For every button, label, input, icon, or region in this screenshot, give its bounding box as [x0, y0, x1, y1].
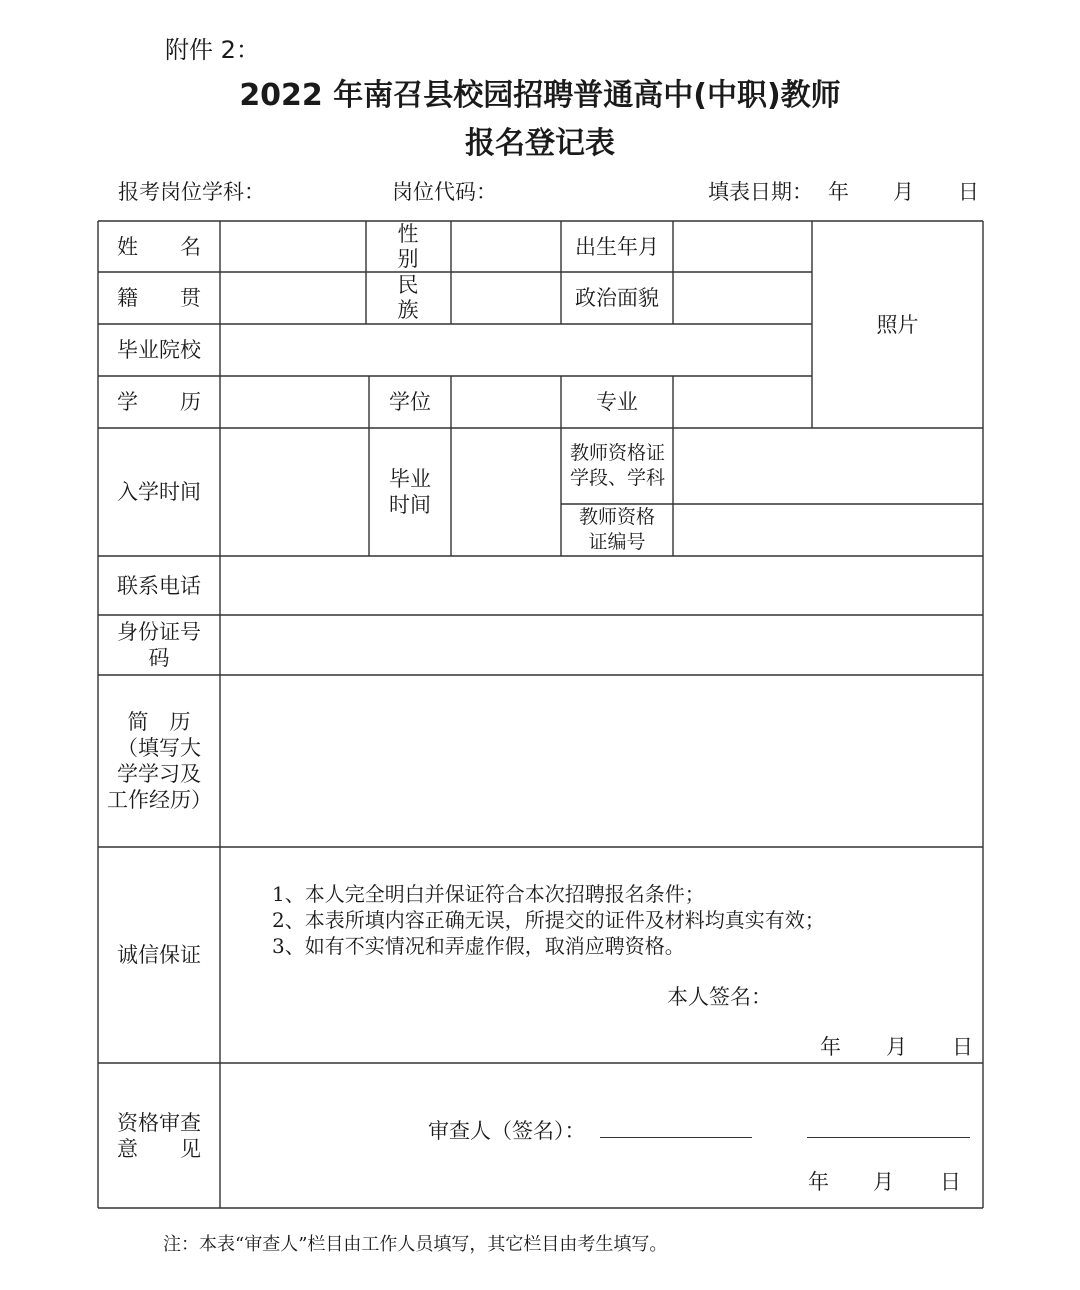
- attachment-label: 附件 2：: [165, 36, 260, 64]
- birth-field[interactable]: [674, 222, 811, 271]
- form-title: 2022 年南召县校园招聘普通高中(中职)教师: [239, 78, 841, 113]
- birth-label: 出生年月: [575, 234, 659, 259]
- native-place-field[interactable]: [221, 273, 365, 323]
- fill-date-day: 日: [958, 180, 979, 204]
- graduation-time-label: 毕业时间: [389, 467, 431, 517]
- cert-stage-subject-label: 教师资格证学段、学科: [570, 442, 666, 489]
- form-subtitle: 报名登记表: [465, 126, 615, 161]
- education-field[interactable]: [221, 377, 368, 427]
- resume-field[interactable]: [221, 676, 982, 846]
- subject-label: 报考岗位学科：: [118, 180, 265, 204]
- cert-number-field[interactable]: [674, 505, 982, 555]
- phone-field[interactable]: [221, 557, 982, 614]
- review-date-year: 年: [808, 1170, 829, 1194]
- position-code-label: 岗位代码：: [392, 180, 497, 204]
- education-label: 学 历: [117, 390, 201, 414]
- pledge-item-2: 2、本表所填内容正确无误，所提交的证件及材料均真实有效；: [272, 908, 825, 932]
- signature-field[interactable]: [768, 978, 968, 1010]
- photo-box[interactable]: 照片: [876, 312, 919, 337]
- resume-label: 简 历（填写大学学习及工作经历）: [107, 710, 212, 812]
- graduation-time-field[interactable]: [452, 429, 560, 555]
- id-number-label: 身份证号码: [117, 620, 201, 670]
- political-status-field[interactable]: [674, 273, 811, 323]
- pledge-item-3: 3、如有不实情况和弄虚作假，取消应聘资格。: [272, 934, 685, 958]
- name-label: 姓 名: [117, 234, 201, 259]
- enrollment-time-label: 入学时间: [117, 480, 201, 504]
- enrollment-time-field[interactable]: [221, 429, 368, 555]
- native-place-label: 籍 贯: [117, 286, 201, 310]
- phone-label: 联系电话: [117, 573, 201, 598]
- major-label: 专业: [596, 390, 638, 414]
- cert-number-label: 教师资格证编号: [578, 506, 655, 553]
- fill-date-year: 年: [828, 180, 849, 204]
- pledge-date-month: 月: [886, 1035, 907, 1059]
- cert-stage-subject-field[interactable]: [674, 429, 982, 503]
- review-date-line[interactable]: [807, 1137, 970, 1138]
- fill-date-month: 月: [893, 180, 914, 204]
- qualification-review-label: 资格审查意 见: [117, 1110, 201, 1161]
- integrity-label: 诚信保证: [117, 943, 201, 967]
- id-number-field[interactable]: [221, 616, 982, 674]
- political-status-label: 政治面貌: [575, 286, 659, 310]
- name-field[interactable]: [221, 222, 365, 271]
- pledge-date-year: 年: [820, 1035, 841, 1059]
- fill-date-label: 填表日期：: [708, 180, 813, 204]
- graduate-school-field[interactable]: [221, 325, 811, 375]
- gender-label: 性别: [397, 221, 419, 271]
- graduate-school-label: 毕业院校: [117, 338, 201, 362]
- major-field[interactable]: [674, 377, 811, 427]
- signature-label: 本人签名：: [667, 985, 772, 1009]
- ethnicity-label: 民族: [397, 273, 419, 322]
- review-date-month: 月: [873, 1170, 894, 1194]
- degree-label: 学位: [389, 390, 431, 414]
- ethnicity-field[interactable]: [452, 273, 560, 323]
- pledge-item-1: 1、本人完全明白并保证符合本次招聘报名条件；: [272, 882, 705, 906]
- reviewer-signature-line[interactable]: [600, 1137, 752, 1138]
- footnote: 注：本表“审查人”栏目由工作人员填写，其它栏目由考生填写。: [163, 1234, 668, 1255]
- reviewer-label: 审查人（签名）：: [428, 1119, 586, 1143]
- gender-field[interactable]: [452, 222, 560, 271]
- pledge-date-day: 日: [952, 1035, 973, 1059]
- degree-field[interactable]: [452, 377, 560, 427]
- review-date-day: 日: [940, 1170, 961, 1194]
